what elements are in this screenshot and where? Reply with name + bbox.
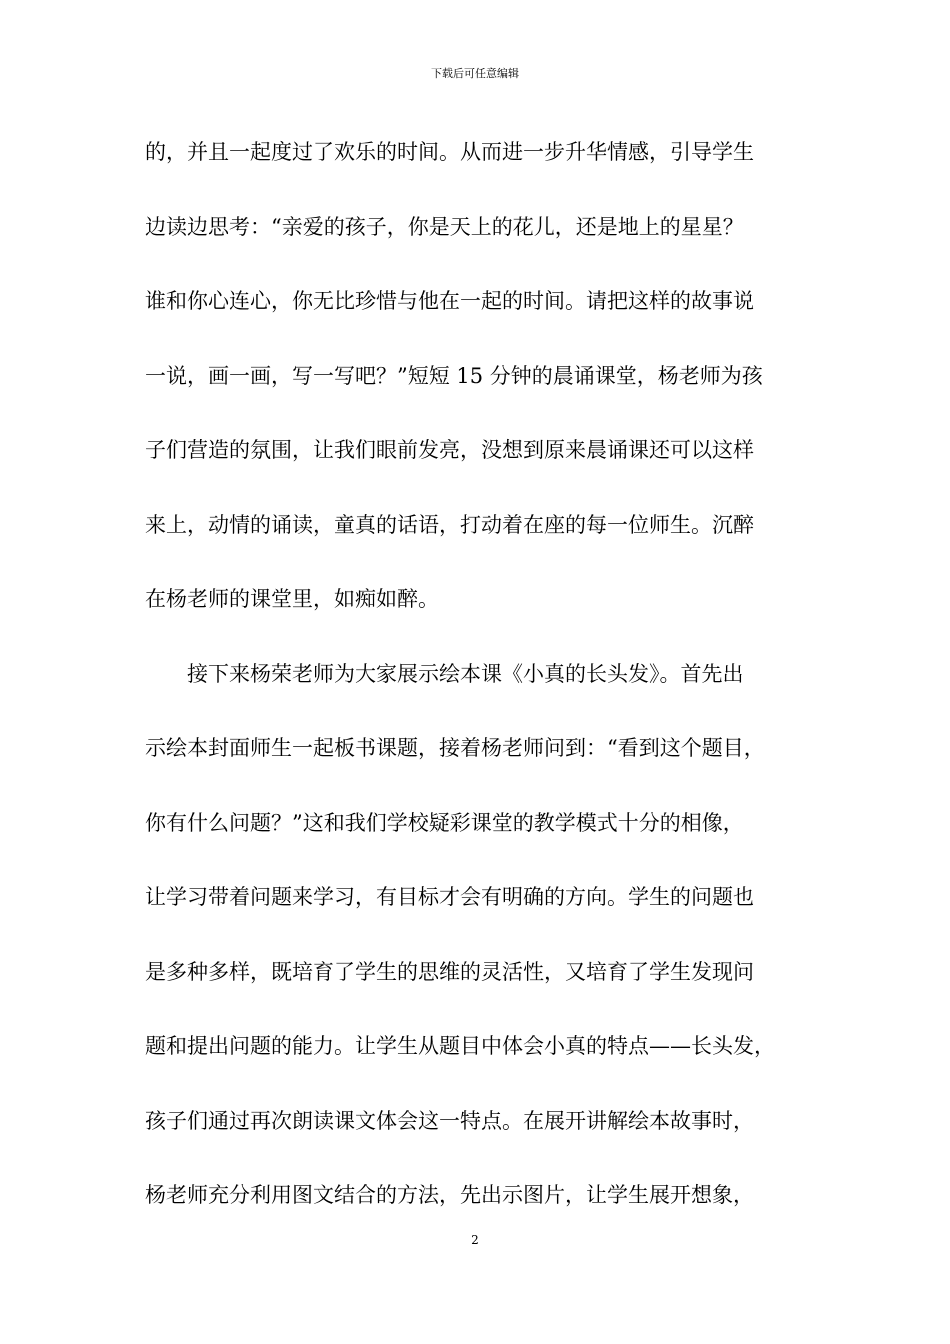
text-line: 来上，动情的诵读，童真的话语，打动着在座的每一位师生。沉醉 xyxy=(145,512,754,537)
text-line: 让学习带着问题来学习，有目标才会有明确的方向。学生的问题也 xyxy=(145,885,754,909)
text-line: 题和提出问题的能力。让学生从题目中体会小真的特点——长头发， xyxy=(145,1034,775,1058)
text-line: 杨老师充分利用图文结合的方法，先出示图片，让学生展开想象， xyxy=(145,1183,754,1207)
text-line: 谁和你心连心，你无比珍惜与他在一起的时间。请把这样的故事说 xyxy=(145,289,754,313)
text-line: 边读边思考：“亲爱的孩子，你是天上的花儿，还是地上的星星？ xyxy=(145,214,744,239)
text-line: 孩子们通过再次朗读课文体会这一特点。在展开讲解绘本故事时， xyxy=(145,1108,754,1133)
text-line: 你有什么问题？”这和我们学校疑彩课堂的教学模式十分的相像， xyxy=(145,810,744,835)
page-number: 2 xyxy=(471,1233,479,1247)
page-header: 下载后可任意编辑 xyxy=(431,67,519,80)
text-line: 子们营造的氛围，让我们眼前发亮，没想到原来晨诵课还可以这样 xyxy=(145,438,754,462)
text-line: 接下来杨荣老师为大家展示绘本课《小真的长头发》。首先出 xyxy=(145,661,744,686)
text-line: 一说，画一画，写一写吧？”短短 15 分钟的晨诵课堂，杨老师为孩 xyxy=(145,363,763,388)
body-text xyxy=(145,127,835,1245)
text-line: 的，并且一起度过了欢乐的时间。从而进一步升华情感，引导学生 xyxy=(145,140,754,164)
text-line: 示绘本封面师生一起板书课题，接着杨老师问到：“看到这个题目， xyxy=(145,736,765,760)
text-line: 是多种多样，既培育了学生的思维的灵活性，又培育了学生发现问 xyxy=(145,959,754,984)
text-line: 在杨老师的课堂里，如痴如醉。 xyxy=(145,587,439,611)
